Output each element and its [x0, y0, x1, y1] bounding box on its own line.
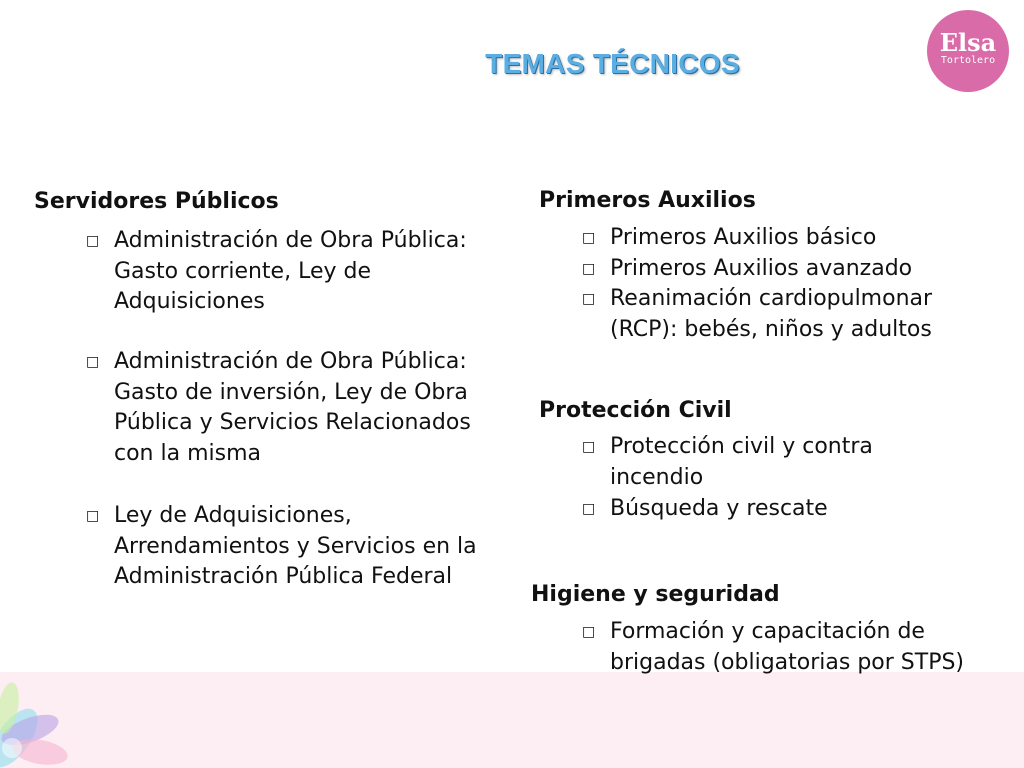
list-item: □ Búsqueda y rescate: [610, 494, 990, 525]
brand-logo: [927, 10, 1009, 92]
logo-name: Elsa: [939, 28, 997, 57]
bullet-box-icon: □: [582, 439, 596, 455]
flower-decoration-icon: [0, 668, 96, 768]
heading-proteccion-civil: Protección Civil: [539, 398, 732, 423]
bullet-box-icon: □: [582, 291, 596, 307]
bullet-box-icon: □: [86, 354, 100, 370]
bullet-box-icon: □: [582, 230, 596, 246]
bullet-box-icon: □: [86, 508, 100, 524]
logo-subname: Tortolero: [940, 55, 996, 66]
list-item: □ Protección civil y contra incendio: [582, 434, 873, 490]
bullet-box-icon: □: [582, 624, 596, 640]
list-item: □ Primeros Auxilios básico: [610, 223, 990, 254]
heading-primeros-auxilios: Primeros Auxilios: [539, 188, 756, 213]
heading-servidores-publicos: Servidores Públicos: [34, 189, 279, 214]
list-item: □ Administración de Obra Pública: Gasto corriente, Ley de Adquisiciones: [86, 228, 467, 315]
bullet-box-icon: □: [86, 233, 100, 249]
bullet-box-icon: □: [582, 261, 596, 277]
bullet-box-icon: □: [582, 501, 596, 517]
list-item: □ Administración de Obra Pública: Gasto de inversión, Ley de Obra Pública y Servicios Relacionados con la misma: [86, 349, 471, 467]
list-item: □ Formación y capacitación de brigadas (obligatorias por STPS): [582, 619, 965, 675]
list-item: □ Primeros Auxilios avanzado: [610, 254, 990, 285]
heading-higiene-seguridad: Higiene y seguridad: [531, 582, 780, 607]
footer-band: [0, 672, 1024, 768]
list-item: □ Reanimación cardiopulmonar (RCP): bebés, niños y adultos: [582, 286, 933, 342]
list-item: □ Ley de Adquisiciones, Arrendamientos y Servicios en la Administración Pública Federal: [86, 503, 477, 590]
page-title: TEMAS TÉCNICOS: [485, 48, 740, 79]
